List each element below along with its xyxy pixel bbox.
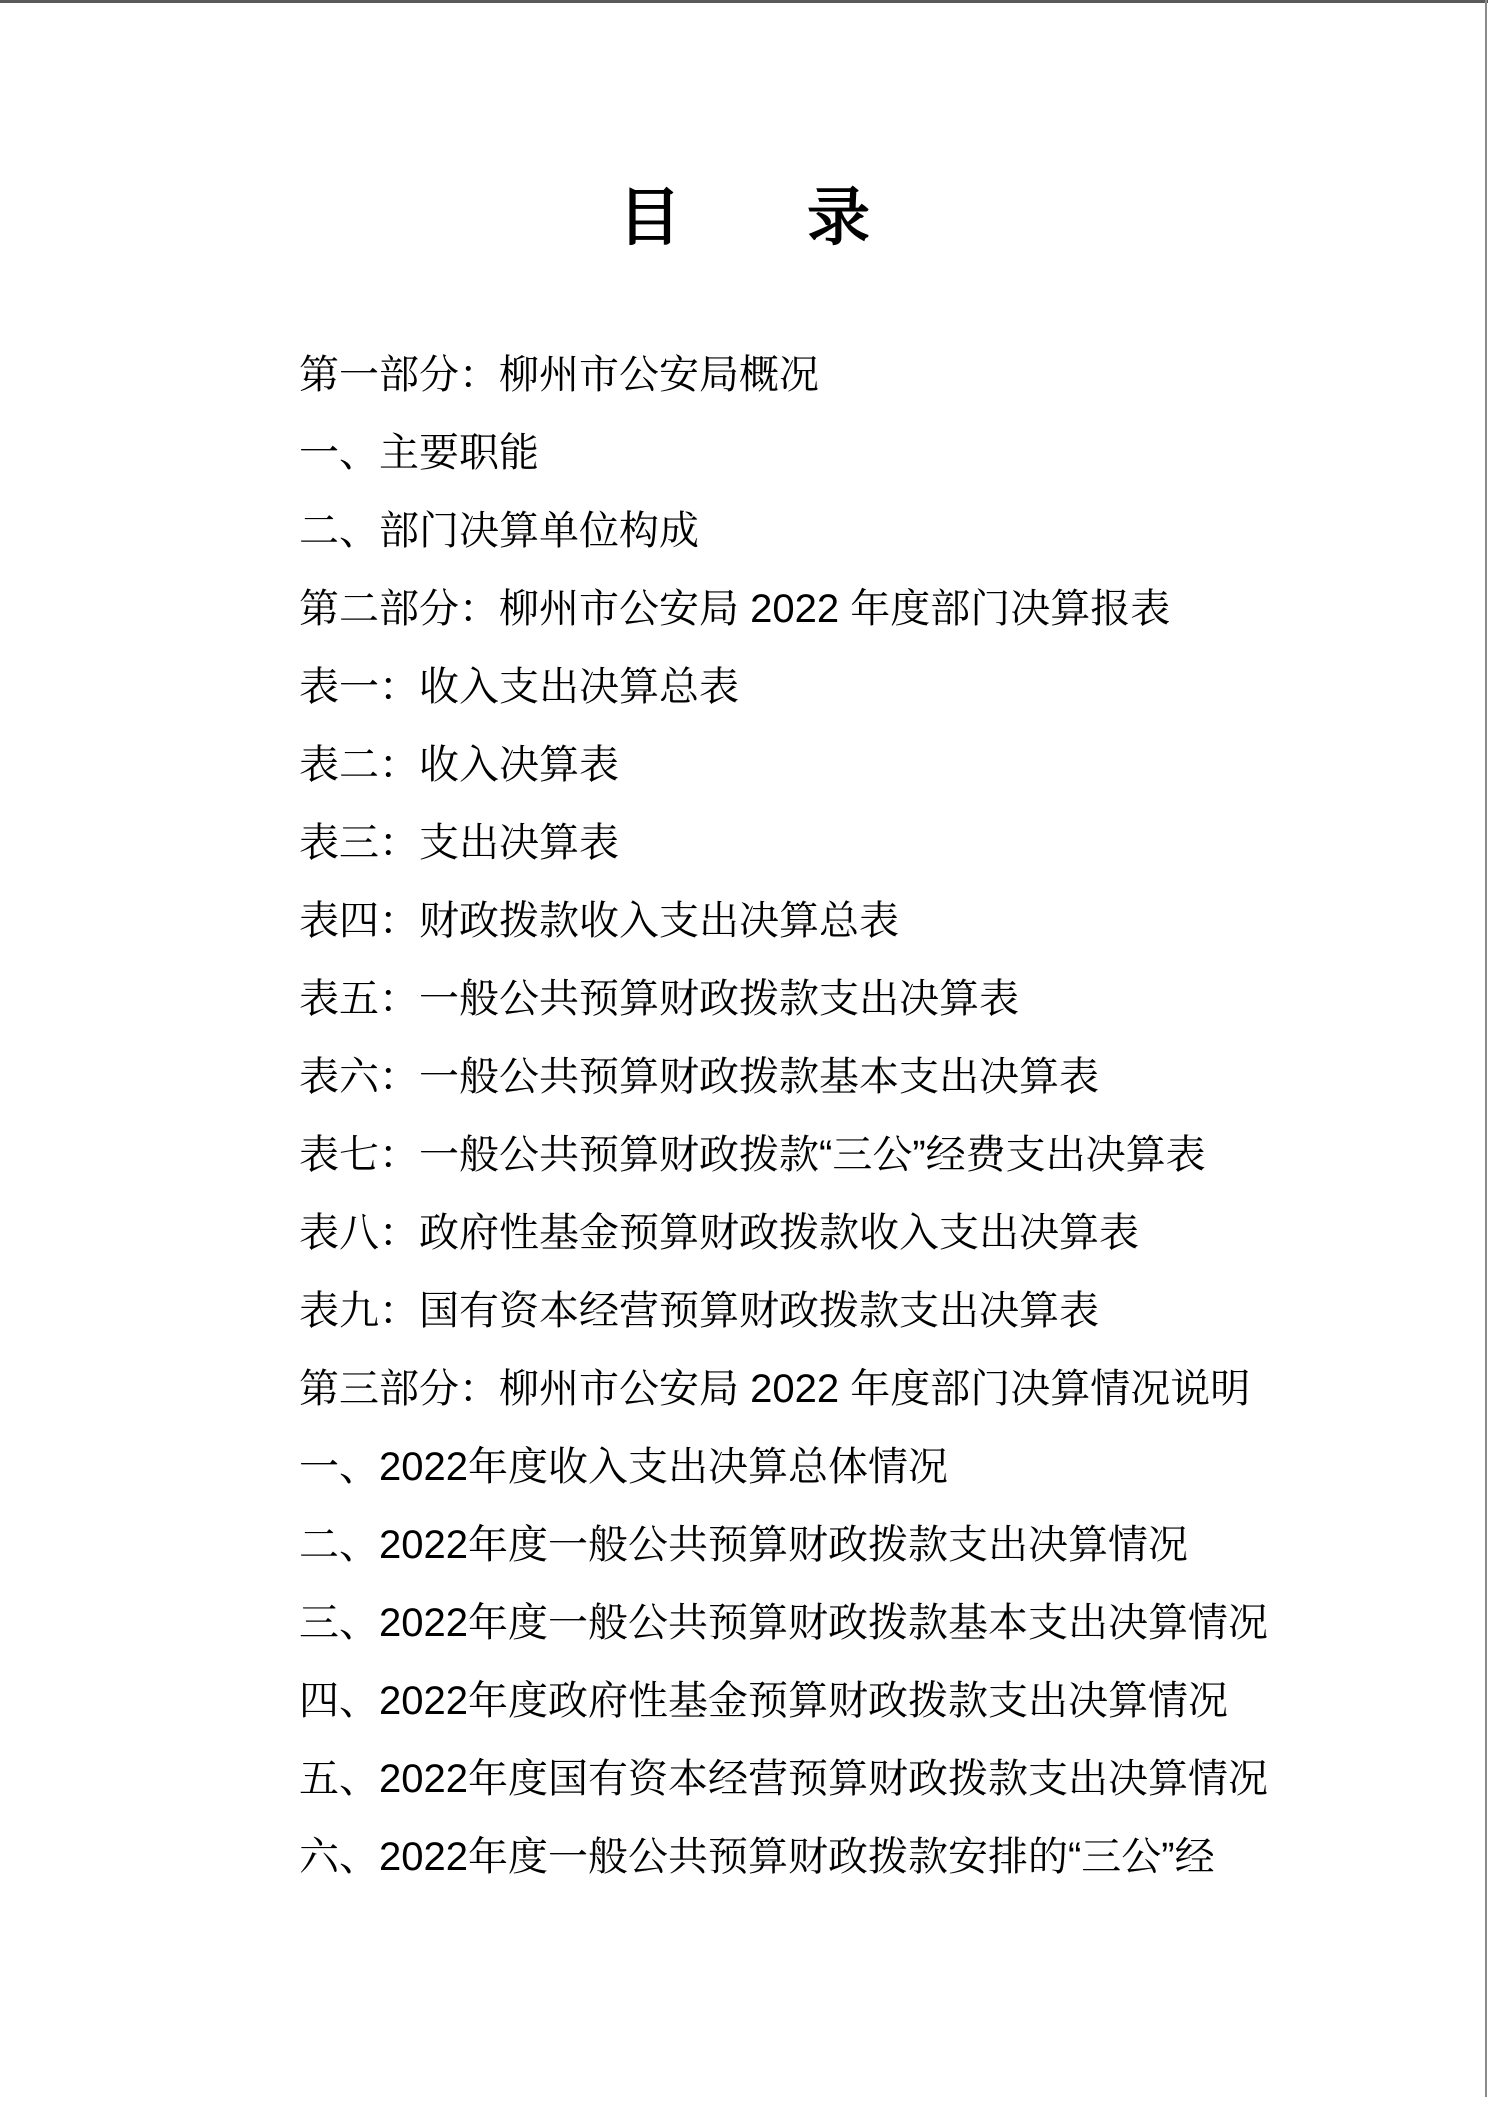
toc-entry-table8: 表八：政府性基金预算财政拨款收入支出决算表 bbox=[299, 1211, 1139, 1255]
toc-entry-table1: 表一：收入支出决算总表 bbox=[299, 665, 739, 709]
toc-entry-part3: 第三部分：柳州市公安局 2022 年度部门决算情况说明 bbox=[299, 1367, 1251, 1411]
toc-entry-part3-item3: 三、2022年度一般公共预算财政拨款基本支出决算情况 bbox=[299, 1601, 1268, 1645]
toc-entry-part3-item1: 一、2022年度收入支出决算总体情况 bbox=[299, 1445, 948, 1489]
toc-entry-table4: 表四：财政拨款收入支出决算总表 bbox=[299, 899, 899, 943]
toc-entry-part3-item2: 二、2022年度一般公共预算财政拨款支出决算情况 bbox=[299, 1523, 1188, 1567]
toc-list bbox=[299, 336, 1399, 1896]
toc-entry-part2: 第二部分：柳州市公安局 2022 年度部门决算报表 bbox=[299, 587, 1171, 631]
toc-entry-part1: 第一部分：柳州市公安局概况 bbox=[299, 353, 819, 397]
toc-entry-part1-item1: 一、主要职能 bbox=[299, 431, 539, 475]
toc-entry-part3-item4: 四、2022年度政府性基金预算财政拨款支出决算情况 bbox=[299, 1679, 1228, 1723]
toc-entry-table7: 表七：一般公共预算财政拨款“三公”经费支出决算表 bbox=[299, 1133, 1206, 1177]
toc-entry-table3: 表三：支出决算表 bbox=[299, 821, 619, 865]
page-top-border bbox=[0, 0, 1488, 3]
toc-entry-table5: 表五：一般公共预算财政拨款支出决算表 bbox=[299, 977, 1019, 1021]
page-right-edge-line bbox=[1485, 0, 1487, 2097]
toc-entry-part3-item5: 五、2022年度国有资本经营预算财政拨款支出决算情况 bbox=[299, 1757, 1268, 1801]
page-title: 目 录 bbox=[618, 183, 870, 253]
toc-entry-table9: 表九：国有资本经营预算财政拨款支出决算表 bbox=[299, 1289, 1099, 1333]
toc-entry-table6: 表六：一般公共预算财政拨款基本支出决算表 bbox=[299, 1055, 1099, 1099]
toc-entry-part1-item2: 二、部门决算单位构成 bbox=[299, 509, 699, 553]
toc-entry-table2: 表二：收入决算表 bbox=[299, 743, 619, 787]
toc-entry-part3-item6: 六、2022年度一般公共预算财政拨款安排的“三公”经 bbox=[299, 1835, 1215, 1879]
